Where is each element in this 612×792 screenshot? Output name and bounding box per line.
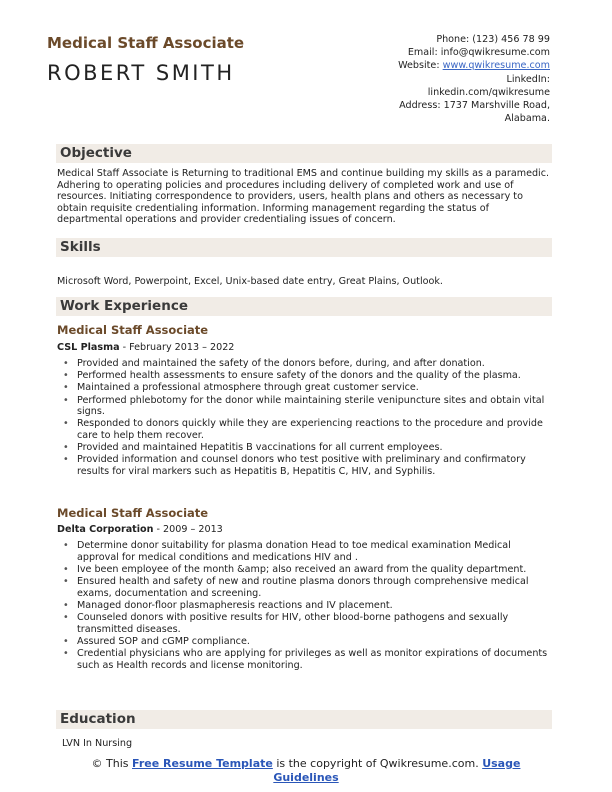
section-objective bbox=[56, 144, 552, 163]
list-item: • Performed phlebotomy for the donor while maintaining sterile venipuncture sites and obtain vital signs. bbox=[57, 395, 552, 418]
education-entry: LVN In Nursing bbox=[62, 738, 133, 749]
contact-address-line1: Address: 1737 Marshville Road, bbox=[399, 100, 550, 112]
job-2-company: Delta Corporation bbox=[57, 524, 154, 535]
contact-website bbox=[290, 59, 550, 72]
copyright-footer bbox=[0, 757, 612, 785]
website-label: Website: bbox=[398, 60, 443, 72]
list-item: • Ive been employee of the month &amp; also received an award from the quality department. bbox=[57, 564, 552, 576]
footer-prefix: © This bbox=[91, 757, 133, 770]
list-item: • Performed health assessments to ensure safety of the donors and the quality of the plasma. bbox=[57, 370, 552, 382]
section-skills bbox=[56, 238, 552, 257]
free-resume-template-link[interactable]: Free Resume Template bbox=[132, 757, 273, 770]
header-job-title: Medical Staff Associate bbox=[47, 34, 245, 52]
list-item: • Maintained a professional atmosphere through great customer service. bbox=[57, 382, 552, 394]
skills-text: Microsoft Word, Powerpoint, Excel, Unix-based date entry, Great Plains, Outlook. bbox=[57, 276, 443, 287]
website-link[interactable]: www.qwikresume.com bbox=[442, 60, 550, 72]
list-item: • Provided and maintained the safety of the donors before, during, and after donation. bbox=[57, 358, 552, 370]
guidelines-link[interactable]: Guidelines bbox=[273, 771, 339, 784]
contact-block bbox=[290, 33, 550, 125]
usage-link[interactable]: Usage bbox=[482, 757, 521, 770]
list-item: • Responded to donors quickly while they are experiencing reactions to the procedure and provide care to help them recover. bbox=[57, 418, 552, 441]
list-item: • Counseled donors with positive results for HIV, other blood-borne pathogens and sexually transmitted diseases. bbox=[57, 612, 552, 635]
list-item: • Assured SOP and cGMP compliance. bbox=[57, 636, 552, 648]
job-1-company: CSL Plasma bbox=[57, 342, 120, 353]
contact-phone: Phone: (123) 456 78 99 bbox=[436, 34, 550, 45]
list-item: • Credential physicians who are applying for privileges as well as monitor expirations of documents such as Health records and license monitoring. bbox=[57, 648, 552, 671]
list-item: • Ensured health and safety of new and routine plasma donors through comprehensive medical exams, documentation and screening. bbox=[57, 576, 552, 599]
list-item: • Provided information and counsel donors who test positive with preliminary and confirmatory results for viral markers such as Hepatitis B, Hepatitis C, HIV, and Syphilis. bbox=[57, 454, 552, 477]
section-objective-title: Objective bbox=[60, 145, 132, 161]
section-work-title: Work Experience bbox=[60, 298, 188, 314]
job-1-title: Medical Staff Associate bbox=[57, 323, 209, 337]
job-2-dates: - 2009 – 2013 bbox=[153, 524, 223, 535]
contact-linkedin-label: LinkedIn: bbox=[506, 73, 550, 85]
section-education bbox=[56, 710, 552, 729]
job-1-company-line bbox=[57, 342, 234, 353]
job-1-dates: - February 2013 – 2022 bbox=[119, 342, 235, 353]
list-item: • Provided and maintained Hepatitis B vaccinations for all current employees. bbox=[57, 442, 552, 454]
contact-address-line2: Alabama. bbox=[504, 113, 550, 125]
list-item: • Determine donor suitability for plasma donation Head to toe medical examination Medical approval for medical conditions and medications HIV and . bbox=[57, 540, 552, 563]
section-education-title: Education bbox=[60, 711, 136, 727]
list-item: • Managed donor-floor plasmapheresis reactions and IV placement. bbox=[57, 600, 552, 612]
objective-text: Medical Staff Associate is Returning to traditional EMS and continue building my skills as a paramedic. Adhering to operating policies and procedures including delivery of completed work and use of resources. Initiating correspondence to providers, users, health plans and others as necessary to obtain requisite credentialing information. Informing management regarding the status of departmental operations and provider credentialing issues of concern. bbox=[57, 168, 550, 226]
job-2-title: Medical Staff Associate bbox=[57, 506, 209, 520]
job-2-company-line bbox=[57, 524, 223, 535]
footer-middle: is the copyright of Qwikresume.com. bbox=[272, 757, 483, 770]
section-work-experience bbox=[56, 297, 552, 316]
contact-linkedin-value: linkedin.com/qwikresume bbox=[427, 86, 550, 98]
contact-email: Email: info@qwikresume.com bbox=[407, 47, 550, 59]
section-skills-title: Skills bbox=[60, 239, 101, 255]
job-2-bullets bbox=[57, 540, 552, 672]
candidate-name: ROBERT SMITH bbox=[47, 61, 235, 85]
job-1-bullets bbox=[57, 358, 552, 478]
